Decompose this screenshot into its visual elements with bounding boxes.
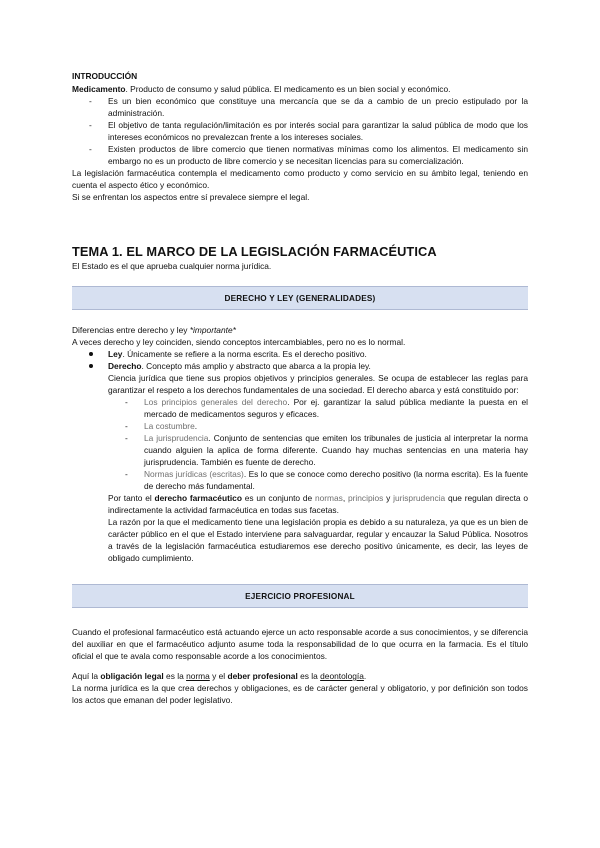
tema-subtitle: El Estado es el que aprueba cualquier norma jurídica. — [72, 261, 272, 271]
bullet-icon — [89, 352, 93, 356]
coinciden-line: A veces derecho y ley coinciden, siendo conceptos intercambiables, pero no es lo normal. — [72, 337, 406, 347]
list-item: - Es un bien económico que constituye una mercancía que se da a cambio de un precio estipulado por la administración. — [89, 96, 528, 118]
tema-title: TEMA 1. EL MARCO DE LA LEGISLACIÓN FARMACÉUTICA — [72, 244, 437, 259]
intro-paragraph-1: La legislación farmacéutica contempla el medicamento como producto y como servicio en su ámbito legal, teniendo en cuenta el aspecto ético y económico. — [72, 168, 528, 190]
intro-paragraph-2: Si se enfrentan los aspectos entre sí prevalece siempre el legal. — [72, 192, 310, 202]
ejercicio-paragraph-1: Cuando el profesional farmacéutico está actuando ejerce un acto responsable acorde a sus conocimientos, y se diferencia del auxiliar en que el farmacéutico adjunto asume toda la responsabilidad de lo que ocurra en la farmacia. Es el título oficial el que te avala como responsable acorde a los conocimientos. — [72, 627, 528, 661]
section-header-derecho-ley: DERECHO Y LEY (GENERALIDADES) — [72, 286, 528, 310]
importante-note: *importante* — [189, 325, 236, 335]
list-item: - La jurisprudencia. Conjunto de sentencias que emiten los tribunales de justicia al interpretar la norma cuando alguien la aplica de forma diferente. Cuando hay muchas sentencias en una materia hay jurisprudencia. También es fuente de derecho. — [125, 433, 528, 467]
derecho-sources-list — [72, 396, 528, 492]
diferencias-line: Diferencias entre derecho y ley *importante* — [72, 325, 236, 335]
list-item: - Los principios generales del derecho. Por ej. garantizar la salud pública mediante la puesta en el mercado de medicamentos seguros y eficaces. — [125, 397, 528, 419]
document-page — [72, 70, 528, 706]
list-item: - Existen productos de libre comercio que tienen normativas mínimas como los alimentos. El medicamento sin embargo no es un producto de libre comercio y se necesitan licencias para su comercialización. — [89, 144, 528, 166]
intro-dash-list — [72, 95, 528, 167]
section-header-ejercicio: EJERCICIO PROFESIONAL — [72, 584, 528, 608]
intro-lead — [72, 83, 528, 95]
razon-paragraph: La razón por la que el medicamento tiene una legislación propia es debido a su naturaleza, ya que es un bien de carácter público en el que el Estado interviene para salvaguardar, regular y encauzar la Salud Pública. Nosotros a través de la legislación farmacéutica estudiaremos ese derecho positivo únicamente, es decir, las leyes de obligado cumplimiento. — [108, 517, 528, 563]
medicamento-label: Medicamento — [72, 84, 126, 94]
ciencia-paragraph: Ciencia jurídica que tiene sus propios objetivos y principios generales. Se ocupa de establecer las reglas para garantizar el respeto a los derechos fundamentales de una sociedad. El derecho abarca y está constituido por: — [108, 373, 528, 395]
list-item: - Normas jurídicas (escritas). Es lo que se conoce como derecho positivo (la norma escrita). Es la fuente de derecho más fundamental. — [125, 469, 528, 491]
ejercicio-paragraph-3: La norma jurídica es la que crea derechos y obligaciones, es de carácter general y obligatorio, y por definición son todos los actos que emanan del poder legislativo. — [72, 683, 528, 705]
list-item: - El objetivo de tanta regulación/limitación es por interés social para garantizar la salud pública de modo que los intereses económicos no prevalezcan frente a los intereses sociales. — [89, 120, 528, 142]
aqui-line: Aquí la obligación legal es la norma y el deber profesional es la deontología. — [72, 671, 367, 681]
intro-heading: INTRODUCCIÓN — [72, 71, 138, 81]
list-item-ley: Ley. Únicamente se refiere a la norma escrita. Es el derecho positivo. — [72, 348, 528, 360]
medicamento-text: . Producto de consumo y salud pública. El medicamento es un bien social y económico. — [125, 84, 451, 94]
list-item-derecho: Derecho. Concepto más amplio y abstracto que abarca a la propia ley. — [72, 360, 528, 372]
ley-derecho-list — [72, 348, 528, 372]
bullet-icon — [89, 364, 93, 368]
por-tanto-paragraph: Por tanto el derecho farmacéutico es un conjunto de normas, principios y jurisprudencia que regulan directa o indirectamente la actividad farmacéutica en todas sus facetas. — [108, 493, 528, 515]
list-item: - La costumbre. — [125, 421, 198, 431]
